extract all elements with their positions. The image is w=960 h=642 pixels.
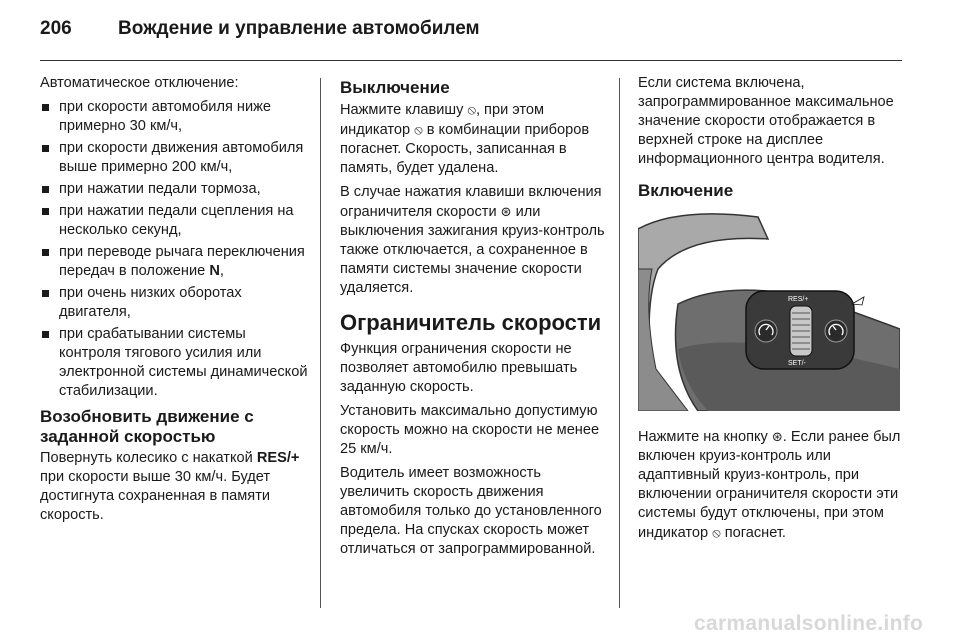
cruise-control-icon: ⦸ (712, 525, 721, 540)
cruise-control-icon: ⦸ (414, 122, 423, 137)
column-3 (638, 74, 906, 548)
on-heading: Включение (638, 181, 734, 200)
list-item: при скорости автомобиля ниже примерно 30 км/ч, (40, 98, 310, 136)
page-number: 206 (40, 18, 72, 39)
bullet-icon (42, 331, 49, 338)
list-item: при срабатывании системы контроля тягового усилия или электронной системы динамической стабилизации. (40, 325, 310, 401)
list-item: при нажатии педали тормоза, (40, 180, 310, 199)
list-item: при переводе рычага переключения передач в положение N, (40, 243, 310, 281)
set-label: SET/- (788, 360, 806, 367)
limiter-text-1: Функция ограничения скорости не позволяет автомобилю превышать заданную скорость. (340, 341, 578, 395)
limiter-text-2: Установить максимально допустимую скорость можно на скорости не менее 25 км/ч. (340, 403, 600, 457)
enable-text: Нажмите на кнопку ⊛. Если ранее был включен круиз-контроль или адаптивный круиз-контроль, при включении ограничителя скорости эти системы будут отключены, при этом индикатор ⦸ погаснет. (638, 429, 901, 541)
bullet-icon (42, 104, 49, 111)
page-title: Вождение и управление автомобилем (118, 18, 480, 39)
bullet-icon (42, 145, 49, 152)
cruise-control-icon: ⦸ (467, 102, 476, 117)
watermark: carmanualsonline.info (694, 612, 924, 635)
steering-wheel-illustration (638, 209, 900, 411)
column-divider-2 (619, 78, 620, 608)
auto-off-intro: Автоматическое отключение: (40, 75, 239, 91)
bullet-icon (42, 249, 49, 256)
limiter-button (825, 320, 847, 342)
column-divider-1 (320, 78, 321, 608)
auto-off-list (40, 98, 310, 401)
column-2 (340, 74, 608, 564)
bullet-icon (42, 290, 49, 297)
list-item: при нажатии педали сцепления на несколько секунд, (40, 202, 310, 240)
resume-text: Повернуть колесико с накаткой RES/+ при скорости выше 30 км/ч. Будет достигнута сохраненная в памяти скорость. (40, 450, 300, 523)
off-heading: Выключение (340, 78, 450, 97)
res-label: RES/+ (788, 296, 809, 303)
column-1 (40, 74, 310, 530)
speed-limiter-icon: ⊛ (771, 429, 783, 444)
display-text: Если система включена, запрограммированное максимальное значение скорости отображается в верхней строке на дисплее информационного центра водителя. (638, 75, 894, 167)
bullet-icon (42, 186, 49, 193)
cruise-button (755, 320, 777, 342)
list-item: при скорости движения автомобиля выше примерно 200 км/ч, (40, 139, 310, 177)
off-text-1: Нажмите клавишу ⦸, при этом индикатор ⦸ в комбинации приборов погаснет. Скорость, записанная в память, будет удалена. (340, 102, 590, 176)
bullet-icon (42, 208, 49, 215)
resume-heading: Возобновить движение с заданной скоростью (40, 407, 254, 446)
header-rule (40, 60, 902, 61)
off-text-2: В случае нажатия клавиши включения ограничителя скорости ⊛ или выключения зажигания круиз-контроль также отключается, а сохраненное в памяти системы значение скорости удаляется. (340, 184, 605, 296)
speed-limiter-icon: ⊛ (500, 204, 512, 219)
limiter-heading: Ограничитель скорости (340, 310, 602, 335)
list-item: при очень низких оборотах двигателя, (40, 284, 310, 322)
limiter-text-3: Водитель имеет возможность увеличить скорость движения автомобиля только до установленного предела. На спусках скорость может отличаться от запрограммированной. (340, 465, 602, 557)
